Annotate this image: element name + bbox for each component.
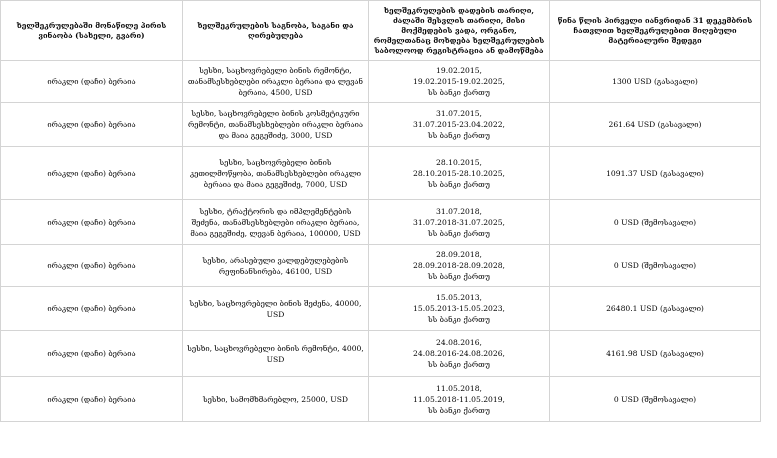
cell-dates [369,200,550,245]
contract-period: 31.07.2018-31.07.2025, [413,217,505,227]
contract-period: 24.08.2016-24.08.2026, [413,349,505,358]
contract-period: 31.07.2015-23.04.2022, [413,120,505,129]
contract-period: 28.09.2018-28.09.2028, [413,261,505,270]
contract-date: 31.07.2015, [436,109,482,118]
cell-result: 0 USD (შემოსავალი) [550,245,761,287]
cell-result: 1091.37 USD (გასავალი) [550,147,761,200]
cell-subject: სესხი, საცხოვრებელი ბინის რემონტი, თანამსესხებლები ირაკლი ბერაია და ლევან ბერაია, 4500, USD [183,61,369,103]
contract-date: 11.05.2018, [436,383,482,393]
cell-result: 0 USD (შემოსავალი) [550,377,761,422]
table-row [1,200,761,245]
header-dates: ხელშეკრულების დადების თარიღი, ძალაში შესვლის თარიღი, მისი მოქმედების ვადა, ორგანო, რომელთანაც მოხდება ხელშეკრულების საბოლოოდ რეგისტრაცია ან დამოწმება [369,1,550,61]
cell-subject: სესხი, საცხოვრებელი ბინის კოსმეტიკური რემონტი, თანამსესხებლები ირაკლი ბერაია და მაია გეგეშიძე, 3000, USD [183,103,369,147]
contract-date: 28.10.2015, [436,157,482,167]
table-row [1,103,761,147]
contract-bank: სს ბანკი ქართუ [428,131,490,140]
cell-subject: სესხი, სამომხმარებლო, 25000, USD [183,377,369,422]
cell-person: ირაკლი (დაჩი) ბერაია [1,331,183,377]
contract-bank: სს ბანკი ქართუ [428,360,490,369]
cell-subject: სესხი, საცხოვრებელი ბინის კეთილმოწყობა, თანამსესხებლები ირაკლი ბერაია და მაია გეგეშიძე, 7000, USD [183,147,369,200]
cell-person: ირაკლი (დაჩი) ბერაია [1,147,183,200]
header-subject: ხელშეკრულების საგნობა, საგანი და ღირებულება [183,1,369,61]
contract-date: 15.05.2013, [436,293,482,302]
table-row [1,377,761,422]
contract-bank: სს ბანკი ქართუ [428,179,490,189]
contract-period: 15.05.2013-15.05.2023, [413,304,505,313]
header-row [1,1,761,61]
contract-bank: სს ბანკი ქართუ [428,88,490,97]
cell-subject: სესხი, საცხოვრებელი ბინის რემონტი, 4000, USD [183,331,369,377]
header-result: წინა წლის პირველი იანვრიდან 31 დეკემბრის ჩათვლით ხელშეკრულებით მიღებული მატერიალური შედეგი [550,1,761,61]
table-row [1,245,761,287]
contract-period: 19.02.2015-19.02.2025, [413,77,505,86]
contract-bank: სს ბანკი ქართუ [428,272,490,281]
cell-dates [369,287,550,331]
cell-dates [369,245,550,287]
contract-date: 28.09.2018, [436,250,482,259]
cell-subject: სესხი, ტრაქტორის და იმპლემენტების შეძენა, თანამსესხებლები ირაკლი ბერაია, მაია გეგეშიძე, ლევან ბერაია, 100000, USD [183,200,369,245]
header-person: ხელშეკრულებაში მონაწილე პირის ვინაობა (სახელი, გვარი) [1,1,183,61]
cell-dates [369,61,550,103]
cell-dates [369,377,550,422]
contract-bank: სს ბანკი ქართუ [428,405,490,415]
cell-person: ირაკლი (დაჩი) ბერაია [1,245,183,287]
contract-bank: სს ბანკი ქართუ [428,315,490,324]
cell-result: 4161.98 USD (გასავალი) [550,331,761,377]
cell-result: 261.64 USD (გასავალი) [550,103,761,147]
cell-person: ირაკლი (დაჩი) ბერაია [1,377,183,422]
contract-period: 11.05.2018-11.05.2019, [413,394,505,404]
cell-person: ირაკლი (დაჩი) ბერაია [1,287,183,331]
table-row [1,287,761,331]
cell-dates [369,103,550,147]
cell-dates [369,147,550,200]
contract-date: 19.02.2015, [436,66,482,75]
cell-person: ირაკლი (დაჩი) ბერაია [1,61,183,103]
cell-subject: სესხი, არასებული ვალდებულებების რეფინანსირება, 46100, USD [183,245,369,287]
contract-bank: სს ბანკი ქართუ [428,228,490,238]
cell-result: 26480.1 USD (გასავალი) [550,287,761,331]
contract-date: 24.08.2016, [436,338,482,347]
cell-subject: სესხი, საცხოვრებელი ბინის შეძენა, 40000, USD [183,287,369,331]
cell-person: ირაკლი (დაჩი) ბერაია [1,200,183,245]
table-row [1,147,761,200]
cell-person: ირაკლი (დაჩი) ბერაია [1,103,183,147]
contract-date: 31.07.2018, [436,206,482,216]
cell-result: 1300 USD (გასავალი) [550,61,761,103]
contract-period: 28.10.2015-28.10.2025, [413,168,505,178]
table-row [1,61,761,103]
table-row [1,331,761,377]
cell-result: 0 USD (შემოსავალი) [550,200,761,245]
cell-dates [369,331,550,377]
